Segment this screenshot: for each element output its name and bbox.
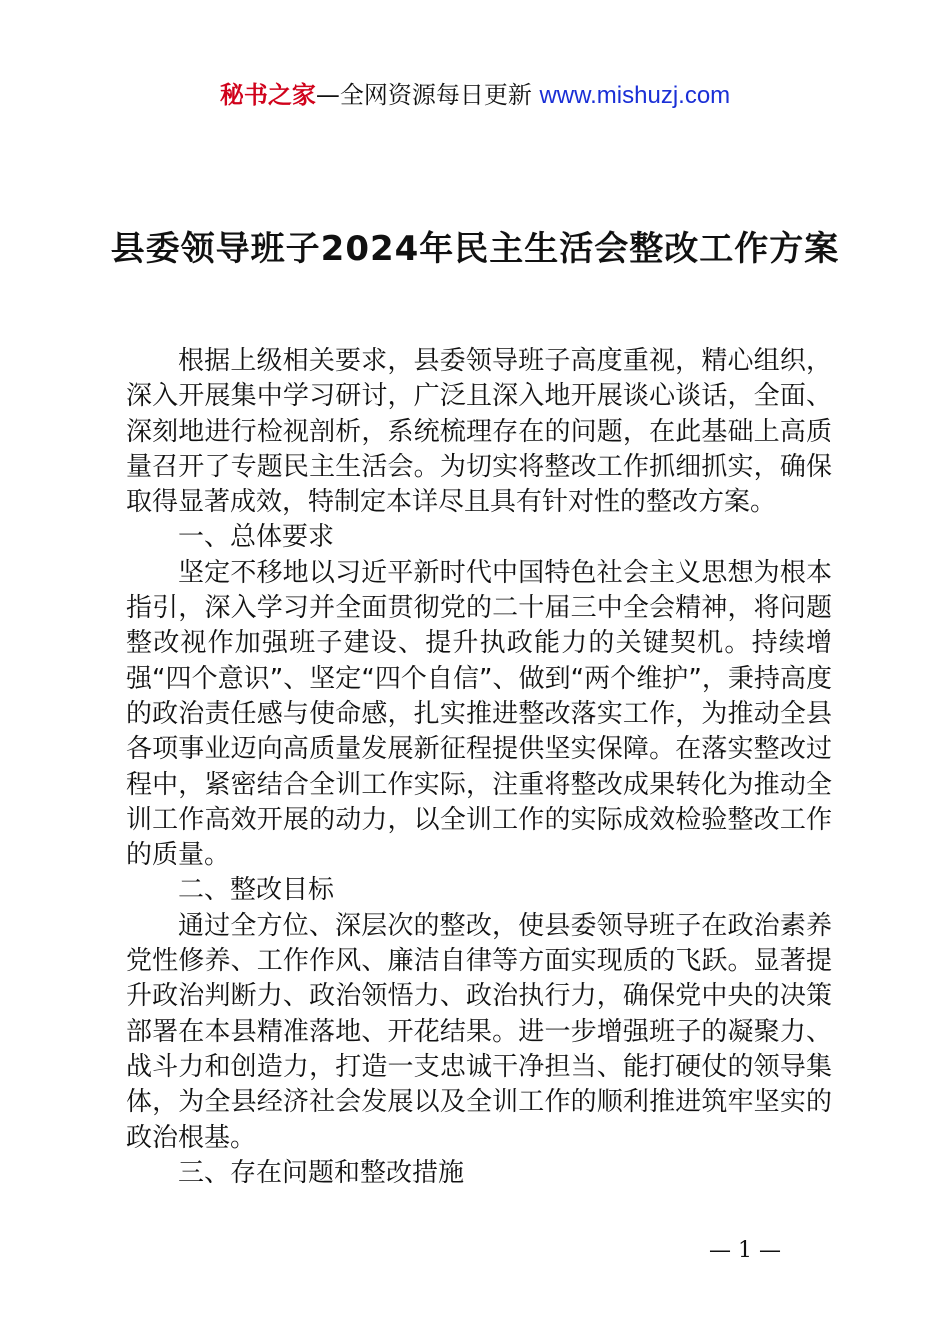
section-heading-rectification-goals: 二、整改目标 xyxy=(178,875,335,906)
site-tagline: —全网资源每日更新 xyxy=(315,81,532,109)
document-body xyxy=(126,344,832,1191)
site-url-link[interactable]: www.mishuzj.com xyxy=(539,82,731,109)
section-heading-general-requirements: 一、总体要求 xyxy=(178,522,335,553)
site-header-banner xyxy=(0,78,950,113)
section-heading-problems-and-measures: 三、存在问题和整改措施 xyxy=(178,1157,465,1188)
intro-paragraph: 根据上级相关要求，县委领导班子高度重视，精心组织，深入开展集中学习研讨，广泛且深入地开展谈心谈话，全面、深刻地进行检视剖析，系统梳理存在的问题，在此基础上高质量召开了专题民主生活会。为切实将整改工作抓细抓实，确保取得显著成效，特制定本详尽且具有针对性的整改方案。 xyxy=(126,346,832,518)
document-title: 县委领导班子2024年民主生活会整改工作方案 xyxy=(110,228,840,269)
rectification-goals-paragraph: 通过全方位、深层次的整改，使县委领导班子在政治素养党性修养、工作作风、廉洁自律等方面实现质的飞跃。显著提升政治判断力、政治领悟力、政治执行力，确保党中央的决策部署在本县精准落地、开花结果。进一步增强班子的凝聚力、战斗力和创造力，打造一支忠诚干净担当、能打硬仗的领导集体，为全县经济社会发展以及全训工作的顺利推进筑牢坚实的政治根基。 xyxy=(126,910,832,1153)
page-number: — 1 — xyxy=(709,1238,781,1263)
general-requirements-paragraph: 坚定不移地以习近平新时代中国特色社会主义思想为根本指引，深入学习并全面贯彻党的二十届三中全会精神，将问题整改视作加强班子建设、提升执政能力的关键契机。持续增强“四个意识”、坚定“四个自信”、做到“两个维护”，秉持高度的政治责任感与使命感，扎实推进整改落实工作，为推动全县各项事业迈向高质量发展新征程提供坚实保障。在落实整改过程中，紧密结合全训工作实际，注重将整改成果转化为推动全训工作高效开展的动力，以全训工作的实际成效检验整改工作的质量。 xyxy=(126,557,832,871)
site-brand-name: 秘书之家 xyxy=(219,81,316,109)
